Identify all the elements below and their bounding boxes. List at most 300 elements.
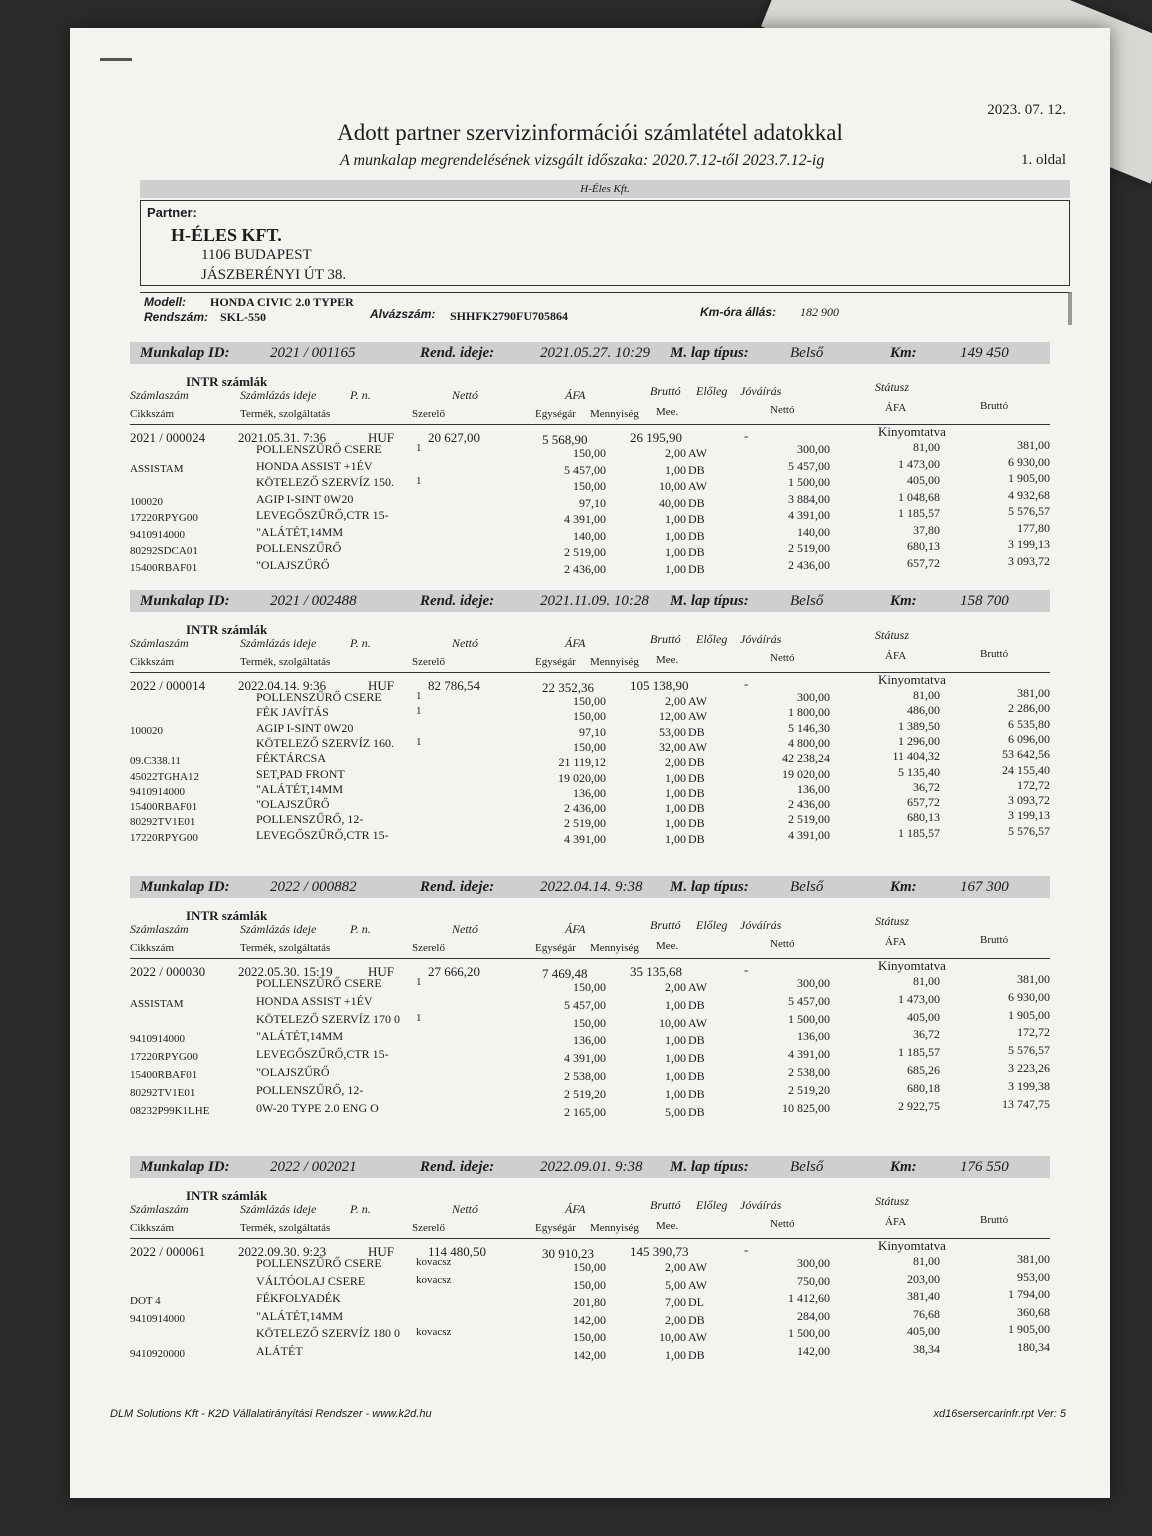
item-vat: 81,00	[913, 440, 940, 454]
item-quantity: 1,00	[665, 462, 686, 477]
item-net: 1 500,00	[788, 475, 830, 489]
item-vat: 81,00	[913, 974, 940, 988]
item-vat: 657,72	[907, 555, 940, 570]
item-vat: 405,00	[907, 473, 940, 487]
item-net: 2 519,00	[788, 541, 830, 555]
col-szamlaszam: Számlaszám	[130, 636, 189, 650]
col-brutto: Bruttó	[650, 632, 681, 646]
model-label: Modell:	[144, 295, 186, 309]
col-szamlazas-ideje: Számlázás ideje	[240, 388, 317, 402]
intr-heading: INTR számlák	[186, 908, 268, 923]
item-uom: AW	[688, 694, 708, 708]
item-gross: 381,00	[1017, 686, 1050, 700]
item-unit-price: 97,10	[579, 724, 606, 739]
item-net: 4 391,00	[788, 1047, 830, 1062]
col-cikkszam: Cikkszám	[130, 408, 174, 420]
item-net: 5 146,30	[788, 720, 830, 735]
item-uom: DL	[688, 1295, 704, 1310]
invoice-section	[110, 368, 1070, 576]
item-uom: DB	[688, 528, 705, 543]
item-name: 0W-20 TYPE 2.0 ENG O	[256, 1100, 379, 1115]
document-page	[70, 28, 1110, 1498]
invoice-number: 2022 / 000030	[130, 964, 206, 979]
item-name: "ALÁTÉT,14MM	[256, 1029, 343, 1044]
col-brutto2: Bruttó	[980, 648, 1009, 660]
item-quantity: 1,00	[665, 545, 686, 559]
item-vat: 1 185,57	[898, 1045, 940, 1060]
item-vat: 1 389,50	[898, 718, 940, 733]
item-mechanic: 1	[416, 705, 422, 718]
item-quantity: 2,00	[665, 446, 686, 460]
item-net: 300,00	[797, 690, 830, 704]
item-gross: 3 223,26	[1008, 1061, 1050, 1075]
company-band: H-Éles Kft.	[140, 180, 1070, 198]
invoice-net: 27 666,20	[428, 964, 480, 979]
workorder-id-label: Munkalap ID:	[140, 1159, 230, 1175]
km-label: Km:	[890, 879, 917, 895]
item-unit-price: 150,00	[573, 479, 606, 493]
item-name: AGIP I-SINT 0W20	[256, 720, 354, 735]
item-code: 9410914000	[130, 785, 185, 798]
col-afa2: ÁFA	[885, 402, 907, 414]
item-unit-price: 2 519,00	[564, 816, 606, 831]
workorder-type-label: M. lap típus:	[670, 879, 749, 895]
invoice-gross: 145 390,73	[630, 1244, 689, 1259]
item-code: 45022TGHA12	[130, 770, 200, 783]
km-value: 182 900	[800, 305, 839, 319]
report-title: Adott partner szervizinformációi számlatétel adatokkal	[337, 120, 843, 145]
item-gross: 5 576,57	[1008, 823, 1050, 838]
item-quantity: 10,00	[659, 1330, 686, 1345]
invoice-section	[110, 1182, 1070, 1382]
col-cikkszam: Cikkszám	[130, 942, 174, 954]
item-quantity: 1,00	[665, 770, 686, 785]
item-gross: 381,00	[1017, 438, 1050, 452]
workorder-type: Belső	[790, 345, 824, 361]
item-unit-price: 5 457,00	[564, 997, 606, 1012]
col-brutto: Bruttó	[650, 1198, 681, 1212]
workorder-type-label: M. lap típus:	[670, 1159, 749, 1175]
item-name: LEVEGŐSZŰRŐ,CTR 15-	[256, 508, 389, 522]
item-gross: 953,00	[1017, 1269, 1050, 1284]
item-quantity: 1,00	[665, 1069, 686, 1083]
item-vat: 1 185,57	[898, 825, 940, 840]
item-name: KÖTELEZŐ SZERVÍZ 160.	[256, 735, 395, 750]
workorder-km: 176 550	[960, 1159, 1009, 1175]
item-code: 9410914000	[130, 528, 185, 541]
item-unit-price: 19 020,00	[558, 770, 606, 785]
item-name: LEVEGŐSZŰRŐ,CTR 15-	[256, 827, 389, 842]
item-quantity: 1,00	[665, 1033, 686, 1048]
item-vat: 81,00	[913, 688, 940, 702]
col-netto2: Nettó	[770, 652, 795, 664]
item-name: POLLENSZŰRŐ CSERE	[256, 442, 382, 456]
col-eloleg: Előleg	[696, 1198, 728, 1212]
item-code: 9410920000	[130, 1348, 185, 1360]
item-unit-price: 150,00	[573, 1015, 606, 1030]
item-name: ALÁTÉT	[256, 1344, 303, 1358]
order-date-label: Rend. ideje:	[420, 593, 495, 609]
item-mechanic: 1	[416, 976, 422, 988]
order-date: 2021.11.09. 10:28	[540, 593, 649, 609]
item-vat: 1 473,00	[898, 456, 940, 471]
col-egysegar: Egységár	[535, 942, 576, 954]
item-unit-price: 4 391,00	[564, 1051, 606, 1066]
workorder-type-label: M. lap típus:	[670, 593, 749, 609]
invoice-date: 2022.05.30. 15:19	[238, 964, 333, 979]
item-quantity: 1,00	[665, 816, 686, 831]
col-szamlazas-ideje: Számlázás ideje	[240, 922, 317, 936]
item-uom: DB	[688, 462, 705, 477]
item-name: SET,PAD FRONT	[256, 766, 345, 781]
invoice-vat: 5 568,90	[542, 432, 588, 447]
col-netto: Nettó	[452, 922, 478, 936]
col-egysegar: Egységár	[535, 408, 576, 420]
item-name: HONDA ASSIST +1ÉV	[256, 458, 373, 473]
item-unit-price: 142,00	[573, 1312, 606, 1327]
item-uom: DB	[688, 1312, 705, 1327]
intr-heading: INTR számlák	[186, 1188, 268, 1203]
item-gross: 4 932,68	[1008, 487, 1050, 502]
col-netto: Nettó	[452, 388, 478, 402]
col-eloleg: Előleg	[696, 632, 728, 646]
item-unit-price: 150,00	[573, 1260, 606, 1274]
item-code: ASSISTAM	[130, 462, 184, 475]
invoice-vat: 7 469,48	[542, 966, 588, 981]
item-vat: 2 922,75	[898, 1098, 940, 1113]
item-gross: 172,72	[1017, 777, 1050, 792]
item-vat: 1 048,68	[898, 489, 940, 504]
col-statusz: Státusz	[875, 628, 910, 642]
col-mee: Mee.	[656, 940, 679, 952]
item-net: 136,00	[797, 781, 830, 796]
item-net: 2 436,00	[788, 797, 830, 812]
item-unit-price: 21 119,12	[558, 755, 606, 770]
footer-report-id: xd16sersercarinfr.rpt Ver: 5	[933, 1408, 1066, 1420]
col-mee: Mee.	[656, 1220, 679, 1232]
item-net: 19 020,00	[782, 766, 830, 781]
item-gross: 381,00	[1017, 972, 1050, 986]
item-code: 17220RPYG00	[130, 831, 198, 844]
km-label: Km:	[890, 1159, 917, 1175]
item-uom: AW	[688, 1330, 708, 1345]
item-name: "ALÁTÉT,14MM	[256, 781, 343, 796]
invoice-advance: -	[744, 962, 749, 977]
item-uom: AW	[688, 1277, 708, 1292]
item-uom: DB	[688, 512, 705, 526]
item-gross: 3 199,13	[1008, 537, 1050, 551]
item-net: 4 391,00	[788, 827, 830, 842]
item-vat: 680,13	[907, 539, 940, 553]
model-value: HONDA CIVIC 2.0 TYPER	[210, 295, 354, 309]
item-net: 2 519,20	[788, 1082, 830, 1097]
item-net: 3 884,00	[788, 491, 830, 506]
col-termek: Termék, szolgáltatás	[240, 1222, 331, 1234]
item-code: 9410914000	[130, 1033, 185, 1046]
vehicle-box	[140, 292, 1072, 325]
item-uom: DB	[688, 1086, 705, 1101]
item-uom: DB	[688, 785, 705, 800]
order-date: 2021.05.27. 10:29	[540, 345, 650, 361]
col-mee: Mee.	[656, 654, 679, 666]
invoice-advance: -	[744, 676, 749, 691]
item-unit-price: 150,00	[573, 980, 606, 994]
item-unit-price: 150,00	[573, 446, 606, 460]
item-unit-price: 2 519,20	[564, 1086, 606, 1101]
item-mechanic: 1	[416, 1011, 422, 1024]
col-afa2: ÁFA	[885, 650, 907, 662]
km-label: Km:	[890, 345, 917, 361]
item-name: "OLAJSZŰRŐ	[256, 797, 330, 812]
item-uom: DB	[688, 997, 705, 1012]
invoice-net: 114 480,50	[428, 1244, 487, 1259]
item-code: 9410914000	[130, 1312, 185, 1325]
col-afa: ÁFA	[565, 922, 586, 936]
item-vat: 680,13	[907, 810, 940, 825]
invoice-date: 2022.09.30. 9:23	[238, 1244, 327, 1259]
plate-value: SKL-550	[220, 310, 267, 324]
item-vat: 1 296,00	[898, 733, 940, 748]
item-gross: 1 794,00	[1008, 1287, 1050, 1302]
col-mennyiseg: Mennyiség	[590, 942, 639, 954]
item-gross: 2 286,00	[1008, 701, 1050, 716]
item-uom: AW	[688, 980, 708, 994]
workorder-km: 149 450	[960, 345, 1009, 361]
item-uom: AW	[688, 479, 708, 493]
invoice-currency: HUF	[368, 678, 395, 693]
item-code: ASSISTAM	[130, 997, 184, 1010]
col-mee: Mee.	[656, 406, 679, 418]
item-code: 17220RPYG00	[130, 1051, 198, 1064]
item-unit-price: 5 457,00	[564, 462, 606, 477]
col-afa2: ÁFA	[885, 1216, 907, 1228]
item-unit-price: 2 165,00	[564, 1104, 606, 1119]
item-name: KÖTELEZŐ SZERVÍZ 180 0	[256, 1326, 401, 1341]
item-uom: AW	[688, 1015, 708, 1030]
item-net: 2 519,00	[788, 812, 830, 827]
item-name: "ALÁTÉT,14MM	[256, 524, 343, 539]
workorder-header	[130, 876, 1050, 898]
item-name: POLLENSZŰRŐ, 12-	[256, 812, 364, 827]
col-eloleg: Előleg	[696, 384, 728, 398]
col-szerelo: Szerelő	[412, 1222, 445, 1234]
workorder-km: 167 300	[960, 879, 1009, 895]
item-quantity: 1,00	[665, 1051, 686, 1066]
item-code: 100020	[130, 495, 163, 508]
invoice-status: Kinyomtatva	[878, 958, 946, 973]
col-afa: ÁFA	[565, 636, 586, 650]
item-unit-price: 2 436,00	[564, 801, 606, 816]
item-vat: 203,00	[907, 1271, 940, 1286]
workorder-id: 2021 / 002488	[270, 593, 357, 609]
item-uom: DB	[688, 1069, 705, 1083]
col-netto: Nettó	[452, 1202, 478, 1216]
invoice-gross: 105 138,90	[630, 678, 689, 693]
item-quantity: 2,00	[665, 694, 686, 708]
item-gross: 180,34	[1017, 1340, 1050, 1354]
item-net: 5 457,00	[788, 993, 830, 1008]
item-net: 300,00	[797, 1256, 830, 1270]
item-vat: 1 185,57	[898, 506, 940, 520]
item-gross: 5 576,57	[1008, 1043, 1050, 1058]
col-szamlazas-ideje: Számlázás ideje	[240, 636, 317, 650]
invoice-vat: 30 910,23	[542, 1246, 594, 1261]
col-pn: P. n.	[350, 636, 371, 650]
col-afa2: ÁFA	[885, 936, 907, 948]
col-pn: P. n.	[350, 388, 371, 402]
item-code: 15400RBAF01	[130, 1069, 198, 1081]
item-name: POLLENSZŰRŐ, 12-	[256, 1082, 364, 1097]
col-cikkszam: Cikkszám	[130, 1222, 174, 1234]
partner-name: H-ÉLES KFT.	[171, 225, 282, 245]
invoice-currency: HUF	[368, 964, 395, 979]
item-net: 284,00	[797, 1308, 830, 1323]
invoice-number: 2021 / 000024	[130, 430, 206, 445]
workorder-type: Belső	[790, 593, 824, 609]
col-szerelo: Szerelő	[412, 408, 445, 420]
item-vat: 486,00	[907, 703, 940, 718]
item-gross: 3 093,72	[1008, 553, 1050, 568]
item-vat: 680,18	[907, 1080, 940, 1095]
invoice-gross: 35 135,68	[630, 964, 682, 979]
col-jovairas: Jóváírás	[740, 1198, 782, 1212]
item-quantity: 32,00	[659, 739, 686, 754]
col-szamlaszam: Számlaszám	[130, 1202, 189, 1216]
item-quantity: 2,00	[665, 1260, 686, 1274]
order-date: 2022.09.01. 9:38	[540, 1159, 643, 1175]
item-uom: AW	[688, 1260, 708, 1274]
item-name: LEVEGŐSZŰRŐ,CTR 15-	[256, 1047, 389, 1062]
item-vat: 38,34	[913, 1342, 940, 1356]
item-quantity: 1,00	[665, 1348, 686, 1362]
item-mechanic: 1	[416, 690, 422, 702]
invoice-status: Kinyomtatva	[878, 424, 946, 439]
item-net: 1 412,60	[788, 1291, 830, 1306]
item-quantity: 1,00	[665, 561, 686, 576]
item-uom: DB	[688, 1348, 705, 1362]
item-quantity: 1,00	[665, 831, 686, 846]
invoice-advance: -	[744, 1242, 749, 1257]
item-uom: DB	[688, 801, 705, 816]
item-quantity: 2,00	[665, 980, 686, 994]
item-uom: AW	[688, 709, 708, 724]
report-date: 2023. 07. 12.	[987, 102, 1066, 118]
item-net: 4 800,00	[788, 735, 830, 750]
km-label: Km-óra állás:	[700, 305, 777, 319]
col-szamlazas-ideje: Számlázás ideje	[240, 1202, 317, 1216]
col-brutto: Bruttó	[650, 918, 681, 932]
item-unit-price: 140,00	[573, 528, 606, 543]
col-netto2: Nettó	[770, 938, 795, 950]
item-quantity: 7,00	[665, 1295, 686, 1310]
km-label: Km:	[890, 593, 917, 609]
item-uom: DB	[688, 724, 705, 739]
item-quantity: 10,00	[659, 479, 686, 493]
col-brutto: Bruttó	[650, 384, 681, 398]
item-gross: 6 930,00	[1008, 454, 1050, 469]
invoice-currency: HUF	[368, 430, 395, 445]
item-name: POLLENSZŰRŐ	[256, 541, 342, 555]
workorder-id-label: Munkalap ID:	[140, 879, 230, 895]
item-uom: DB	[688, 816, 705, 831]
item-net: 142,00	[797, 1344, 830, 1358]
partner-label: Partner:	[147, 205, 197, 220]
item-net: 1 800,00	[788, 705, 830, 720]
report-period: A munkalap megrendelésének vizsgált időszaka: 2020.7.12-től 2023.7.12-ig	[340, 152, 825, 169]
item-quantity: 1,00	[665, 512, 686, 526]
item-mechanic: kovacsz	[416, 1273, 452, 1286]
item-unit-price: 150,00	[573, 1330, 606, 1345]
item-unit-price: 142,00	[573, 1348, 606, 1362]
item-gross: 24 155,40	[1002, 762, 1050, 777]
item-name: FÉKTÁRCSA	[256, 751, 327, 766]
col-szamlaszam: Számlaszám	[130, 388, 189, 402]
partner-city: 1106 BUDAPEST	[201, 247, 312, 263]
item-net: 300,00	[797, 442, 830, 456]
item-name: "ALÁTÉT,14MM	[256, 1308, 343, 1323]
col-brutto2: Bruttó	[980, 400, 1009, 412]
item-net: 4 391,00	[788, 508, 830, 522]
invoice-status: Kinyomtatva	[878, 672, 946, 687]
item-gross: 1 905,00	[1008, 1322, 1050, 1337]
workorder-id-label: Munkalap ID:	[140, 345, 230, 361]
item-name: "OLAJSZŰRŐ	[256, 557, 330, 572]
item-vat: 76,68	[913, 1306, 940, 1321]
col-brutto2: Bruttó	[980, 934, 1009, 946]
item-net: 2 436,00	[788, 557, 830, 572]
item-vat: 685,26	[907, 1063, 940, 1077]
item-mechanic: 1	[416, 735, 422, 748]
item-quantity: 1,00	[665, 801, 686, 816]
item-mechanic: 1	[416, 442, 422, 454]
workorder-type: Belső	[790, 879, 824, 895]
item-code: 100020	[130, 724, 163, 737]
item-code: 17220RPYG00	[130, 512, 198, 524]
item-code: DOT 4	[130, 1295, 161, 1308]
item-name: KÖTELEZŐ SZERVÍZ 150.	[256, 475, 395, 489]
partner-street: JÁSZBERÉNYI ÚT 38.	[201, 267, 347, 283]
item-name: POLLENSZŰRŐ CSERE	[256, 976, 382, 990]
col-szerelo: Szerelő	[412, 656, 445, 668]
page-number: 1. oldal	[1021, 152, 1066, 168]
item-unit-price: 150,00	[573, 694, 606, 708]
invoice-date: 2022.04.14. 9:36	[238, 678, 327, 693]
item-gross: 5 576,57	[1008, 504, 1050, 518]
col-termek: Termék, szolgáltatás	[240, 656, 331, 668]
workorder-id: 2022 / 002021	[270, 1159, 357, 1175]
invoice-section	[110, 902, 1070, 1119]
item-gross: 381,00	[1017, 1252, 1050, 1266]
item-unit-price: 201,80	[573, 1295, 606, 1310]
item-quantity: 5,00	[665, 1277, 686, 1292]
item-quantity: 53,00	[659, 724, 686, 739]
item-unit-price: 2 436,00	[564, 561, 606, 576]
item-gross: 3 199,13	[1008, 808, 1050, 823]
workorder-km: 158 700	[960, 593, 1009, 609]
item-quantity: 2,00	[665, 755, 686, 770]
invoice-vat: 22 352,36	[542, 680, 594, 695]
footer-vendor: DLM Solutions Kft - K2D Vállalatirányítási Rendszer - www.k2d.hu	[110, 1408, 432, 1420]
item-unit-price: 2 519,00	[564, 545, 606, 559]
item-name: FÉK JAVÍTÁS	[256, 705, 329, 720]
item-uom: AW	[688, 739, 708, 754]
item-vat: 36,72	[913, 779, 940, 794]
item-vat: 36,72	[913, 1027, 940, 1042]
invoice-date: 2021.05.31. 7:36	[238, 430, 327, 445]
workorder-id-label: Munkalap ID:	[140, 593, 230, 609]
item-unit-price: 136,00	[573, 1033, 606, 1048]
item-name: "OLAJSZŰRŐ	[256, 1065, 330, 1079]
